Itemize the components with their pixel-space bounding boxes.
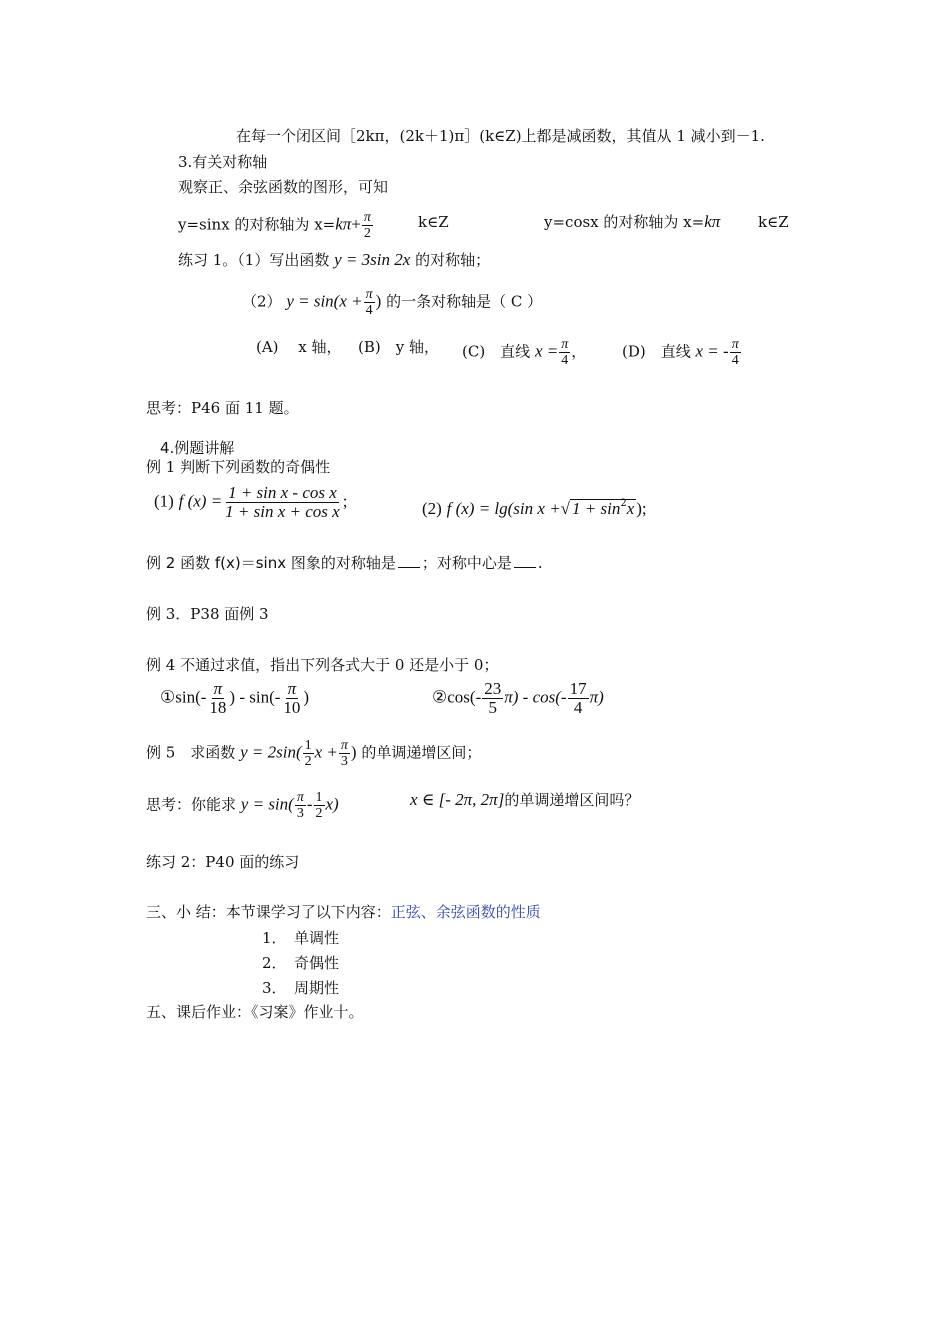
example-3: 例 3．P38 面例 3 [146, 605, 269, 623]
example-2: 例 2 函数 f(x)＝sinx 图象的对称轴是 ；对称中心是 . [146, 554, 543, 572]
option-b: (B) y 轴， [358, 338, 439, 356]
option-d: (D) 直线 x = - $\frac{\pi}{4}$ [622, 337, 739, 368]
exercise-1-line: 练习 1。（1）写出函数 y = 3sin 2x 的对称轴； [178, 250, 491, 269]
think-2: 思考：你能求 y = sin( $\frac{\pi}{3}$ - $\frac{1}{2}$ x) [146, 790, 339, 821]
example-1-part-2: (2) f (x) = lg(sin x +√ $1 + \sin^2x$ ); [422, 498, 647, 518]
blank-center [514, 553, 536, 568]
example-4-title: 例 4 不通过求值，指出下列各式大于 0 还是小于 0； [146, 656, 499, 674]
summary-highlight: 正弦、余弦函数的性质 [390, 903, 541, 921]
option-a: (A) x 轴， [256, 338, 342, 356]
exercise-1-part-2: （2） y = sin(x + $\frac{\pi}{4}$ ) 的一条对称轴是（ C ） [242, 287, 543, 318]
heading-symmetry-axis: 3.有关对称轴 [178, 153, 268, 171]
sin-symmetry-line: y=sinx 的对称轴为 x=kπ+ $\frac{\pi}{2}$ [178, 210, 371, 241]
blank-axis [398, 553, 420, 568]
summary-line: 三、小 结：本节课学习了以下内容：正弦、余弦函数的性质 [146, 903, 541, 921]
text-line-observe: 观察正、余弦函数的图形，可知 [178, 178, 389, 196]
cos-symmetry-line: y=cosx 的对称轴为 x=kπ [544, 212, 721, 231]
homework-line: 五、课后作业：《习案》作业十。 [146, 1003, 364, 1021]
cos-kz: k∈Z [758, 213, 789, 231]
summary-item-1: 1． 单调性 [262, 929, 340, 947]
text-line-decreasing: 在每一个闭区间［2kπ，(2k＋1)π］(k∈Z)上都是减函数，其值从 1 减小到－1. [236, 127, 765, 145]
think-p46: 思考：P46 面 11 题。 [146, 399, 299, 417]
option-c: (C) 直线 x = $\frac{\pi}{4}$ ， [462, 337, 587, 368]
example-5: 例 5 求函数 y = 2sin( $\frac{1}{2}$ x + $\frac{\pi}{3}$ ) 的单调递增区间； [146, 738, 482, 769]
practice-2: 练习 2：P40 面的练习 [146, 853, 300, 871]
summary-item-2: 2． 奇偶性 [262, 954, 340, 972]
summary-item-3: 3． 周期性 [262, 979, 340, 997]
heading-examples: 4.例题讲解 [160, 439, 235, 457]
fraction-pi-over-2: $\frac{\pi}{2}$ [363, 210, 371, 241]
example-4-expr-2: ②cos(- $\frac{23}{5}$ π) - cos(- $\frac{17}{4}$ π) [432, 679, 604, 717]
example-4-expr-1: ①sin(- $\frac{\pi}{18}$ ) - sin(- $\frac{\pi}{10}$ ) [160, 679, 310, 717]
example-1-title: 例 1 判断下列函数的奇偶性 [146, 458, 331, 476]
think-2-interval: x ∈ [- 2π, 2π]的单调递增区间吗？ [410, 790, 640, 809]
example-1-part-1: (1) f (x) = $\frac{\text{1 + sin x - cos x}}{\text{1 + sin x + cos x}}$ ; [154, 483, 348, 521]
sin-kz: k∈Z [418, 213, 449, 231]
